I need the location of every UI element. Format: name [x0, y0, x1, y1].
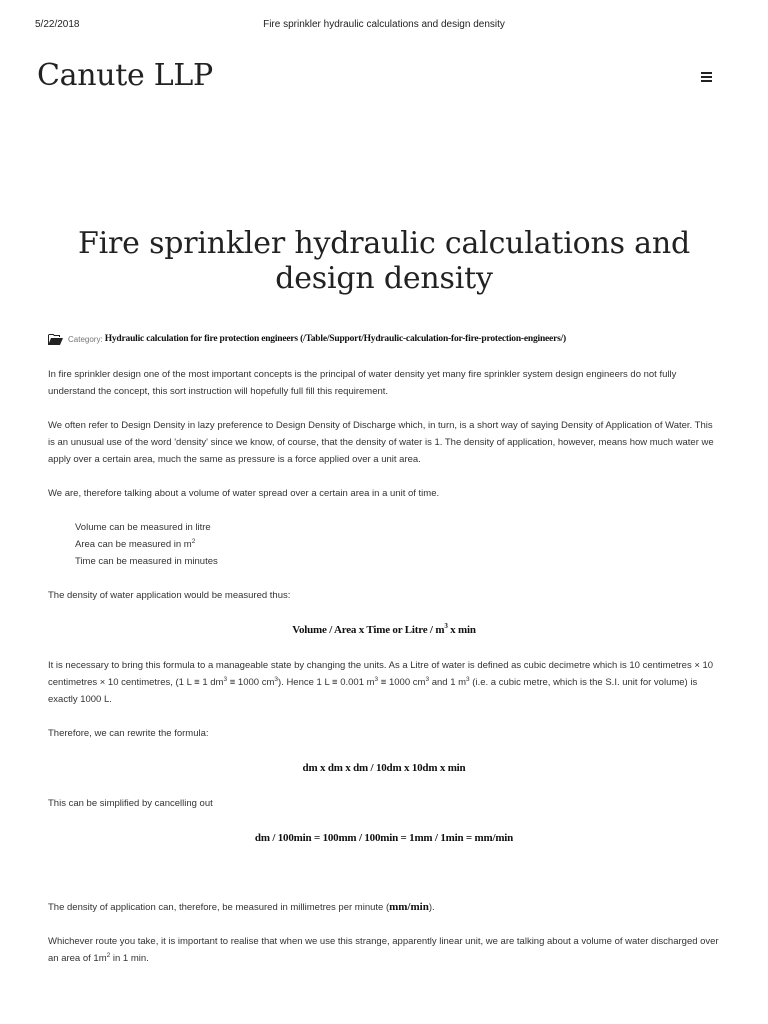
list-item-volume: Volume can be measured in litre [75, 522, 211, 533]
paragraph-unit-conversion: It is necessary to bring this formula to a manageable state by changing the units. As a Litre of water is defined as cubic decimetre which is 10 centimetres × 10 centimetres × 10 centimetres, (1 L ≡ 1 $dm^3 \equiv 1000$ $cm^3$). Hence 1 L ≡ 0.001 $m^3 \equiv 1000$ $cm^3$ and 1 $m^3$ (i.e. a cubic metre, which is the S.I. unit for volume) is exactly 1000 L. [48, 660, 714, 705]
list-item-time: Time can be measured in minutes [75, 556, 218, 567]
folder-open-icon [48, 334, 63, 345]
category-label: Category: [68, 334, 103, 344]
paragraph-intro: In fire sprinkler design one of the most important concepts is the principal of water density yet many fire sprinkler system design engineers do not fully understand the concept, this sort instruction will hopefully full fill this requirement. [48, 369, 677, 397]
paragraph-measured-thus: The density of water application would be measured thus: [48, 590, 291, 601]
category-row [48, 332, 720, 346]
article-title: Fire sprinkler hydraulic calculations and design density [78, 226, 690, 296]
paragraph-volume-area-time: We are, therefore talking about a volume of water spread over a certain area in a unit of time. [48, 488, 440, 499]
category-link[interactable]: Hydraulic calculation for fire protection engineers (/Table/Support/Hydraulic-calculation-for-fire-protection-engineers/) [104, 333, 566, 344]
article-body [48, 332, 720, 984]
print-page-title: Fire sprinkler hydraulic calculations and design density [263, 19, 505, 30]
list-item-area: Area can be measured in $m^2$ [75, 538, 196, 550]
hamburger-menu-icon[interactable] [700, 72, 714, 86]
site-brand[interactable]: Canute LLP [37, 58, 213, 93]
paragraph-mm-per-min: The density of application can, therefore, be measured in millimetres per minute (mm/min). [48, 901, 435, 913]
formula-mm-per-min: dm / 100min = 100mm / 100min = 1mm / 1min = mm/min [254, 832, 514, 844]
formula-volume-area-time: Volume / Area x Time or Litre / $m^3$ x min [292, 622, 476, 636]
paragraph-rewrite-formula: Therefore, we can rewrite the formula: [48, 728, 209, 739]
print-date: 5/22/2018 [35, 19, 80, 30]
formula-dm: dm x dm x dm / 10dm x 10dm x min [302, 762, 466, 774]
paragraph-linear-unit: Whichever route you take, it is important to realise that when we use this strange, apparently linear unit, we are talking about a volume of water discharged over an area of $1m^2$ in 1 min. [48, 936, 719, 964]
paragraph-simplified: This can be simplified by cancelling out [48, 798, 213, 809]
print-header [0, 19, 768, 33]
paragraph-design-density: We often refer to Design Density in lazy preference to Design Density of Discharge which, in turn, is a short way of saying Density of Application of Water. This is an unusual use of the word 'density' since we know, of course, that the density of water is 1. The density of application, however, means how much water we apply over a certain area, much the same as pressure is a force applied over a unit area. [48, 420, 714, 465]
units-list [48, 519, 720, 570]
